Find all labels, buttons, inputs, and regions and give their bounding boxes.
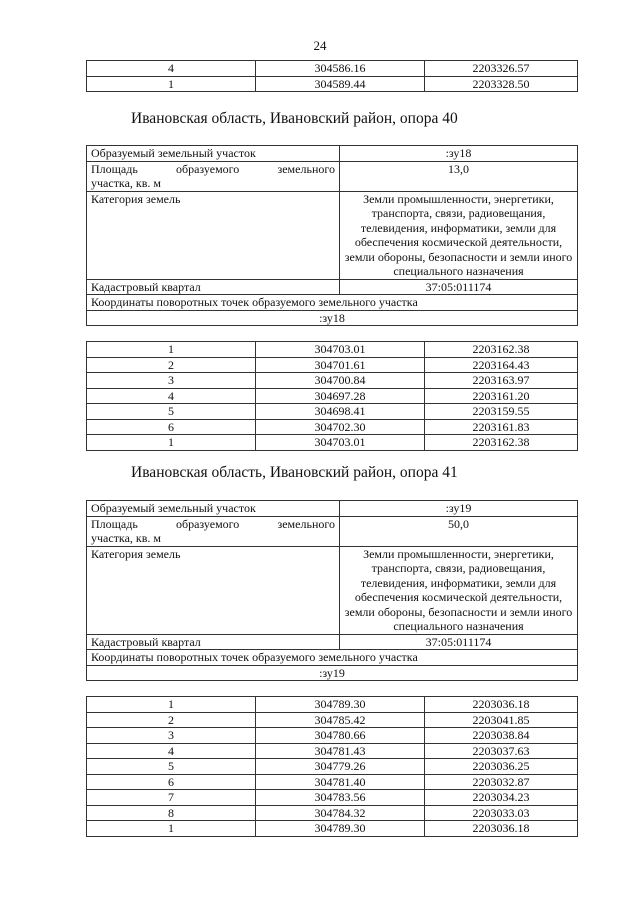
parcel-label: Образуемый земельный участок bbox=[87, 501, 340, 517]
y-coordinate: 2203037.63 bbox=[425, 743, 578, 759]
table-row bbox=[87, 373, 578, 389]
y-coordinate: 2203036.25 bbox=[425, 759, 578, 775]
y-coordinate: 2203326.57 bbox=[425, 61, 578, 77]
point-number: 1 bbox=[87, 76, 256, 92]
area-label bbox=[87, 516, 340, 546]
cadastral-label: Кадастровый квартал bbox=[87, 634, 340, 650]
table-row bbox=[87, 388, 578, 404]
coords-title-row bbox=[87, 295, 578, 311]
point-number: 2 bbox=[87, 357, 256, 373]
table-row bbox=[87, 357, 578, 373]
point-number: 1 bbox=[87, 697, 256, 713]
table-row bbox=[87, 712, 578, 728]
x-coordinate: 304789.30 bbox=[256, 821, 425, 837]
point-number: 4 bbox=[87, 388, 256, 404]
parcel-id-value: :зу19 bbox=[340, 501, 578, 517]
info-row bbox=[87, 191, 578, 279]
point-number: 2 bbox=[87, 712, 256, 728]
info-row bbox=[87, 161, 578, 191]
coordinates-table-continued bbox=[86, 60, 578, 92]
table-row bbox=[87, 805, 578, 821]
cadastral-value: 37:05:011174 bbox=[340, 279, 578, 295]
category-label: Категория земель bbox=[87, 191, 340, 279]
x-coordinate: 304586.16 bbox=[256, 61, 425, 77]
point-number: 5 bbox=[87, 404, 256, 420]
x-coordinate: 304780.66 bbox=[256, 728, 425, 744]
x-coordinate: 304698.41 bbox=[256, 404, 425, 420]
table-row bbox=[87, 697, 578, 713]
y-coordinate: 2203032.87 bbox=[425, 774, 578, 790]
x-coordinate: 304785.42 bbox=[256, 712, 425, 728]
point-number: 4 bbox=[87, 61, 256, 77]
point-number: 3 bbox=[87, 728, 256, 744]
coordinates-table bbox=[86, 696, 578, 837]
parcel-info-table bbox=[86, 500, 578, 681]
y-coordinate: 2203034.23 bbox=[425, 790, 578, 806]
table-row bbox=[87, 435, 578, 451]
area-label-line1: Площадь образуемого земельного bbox=[91, 161, 335, 176]
coords-title: Координаты поворотных точек образуемого земельного участка bbox=[87, 295, 578, 311]
y-coordinate: 2203038.84 bbox=[425, 728, 578, 744]
table-row bbox=[87, 774, 578, 790]
category-value: Земли промышленности, энергетики, транспорта, связи, радиовещания, телевидения, информатики, земли для обеспечения космической деятельности, земли обороны, безопасности и земли иного специального назначения bbox=[340, 546, 578, 634]
point-number: 5 bbox=[87, 759, 256, 775]
area-value: 13,0 bbox=[340, 161, 578, 191]
section-heading: Ивановская область, Ивановский район, опора 41 bbox=[131, 464, 458, 481]
cadastral-label: Кадастровый квартал bbox=[87, 279, 340, 295]
table-row bbox=[87, 743, 578, 759]
x-coordinate: 304781.43 bbox=[256, 743, 425, 759]
y-coordinate: 2203328.50 bbox=[425, 76, 578, 92]
y-coordinate: 2203033.03 bbox=[425, 805, 578, 821]
info-row bbox=[87, 279, 578, 295]
table-row bbox=[87, 728, 578, 744]
x-coordinate: 304697.28 bbox=[256, 388, 425, 404]
category-value: Земли промышленности, энергетики, транспорта, связи, радиовещания, телевидения, информатики, земли для обеспечения космической деятельности, земли обороны, безопасности и земли иного специального назначения bbox=[340, 191, 578, 279]
point-number: 3 bbox=[87, 373, 256, 389]
x-coordinate: 304703.01 bbox=[256, 435, 425, 451]
point-number: 6 bbox=[87, 419, 256, 435]
category-label: Категория земель bbox=[87, 546, 340, 634]
point-number: 8 bbox=[87, 805, 256, 821]
x-coordinate: 304703.01 bbox=[256, 342, 425, 358]
info-row bbox=[87, 546, 578, 634]
x-coordinate: 304781.40 bbox=[256, 774, 425, 790]
coords-title-row bbox=[87, 650, 578, 666]
y-coordinate: 2203163.97 bbox=[425, 373, 578, 389]
point-number: 1 bbox=[87, 821, 256, 837]
area-label bbox=[87, 161, 340, 191]
area-label-line1: Площадь образуемого земельного bbox=[91, 516, 335, 531]
y-coordinate: 2203036.18 bbox=[425, 697, 578, 713]
x-coordinate: 304700.84 bbox=[256, 373, 425, 389]
table-row bbox=[87, 759, 578, 775]
info-row bbox=[87, 146, 578, 162]
table-row bbox=[87, 790, 578, 806]
y-coordinate: 2203041.85 bbox=[425, 712, 578, 728]
coords-parcel-row bbox=[87, 665, 578, 681]
point-number: 7 bbox=[87, 790, 256, 806]
page-number: 24 bbox=[313, 38, 327, 53]
parcel-info-table bbox=[86, 145, 578, 326]
y-coordinate: 2203162.38 bbox=[425, 435, 578, 451]
point-number: 1 bbox=[87, 435, 256, 451]
x-coordinate: 304783.56 bbox=[256, 790, 425, 806]
x-coordinate: 304702.30 bbox=[256, 419, 425, 435]
table-row bbox=[87, 419, 578, 435]
y-coordinate: 2203164.43 bbox=[425, 357, 578, 373]
coords-title: Координаты поворотных точек образуемого земельного участка bbox=[87, 650, 578, 666]
y-coordinate: 2203159.55 bbox=[425, 404, 578, 420]
point-number: 6 bbox=[87, 774, 256, 790]
x-coordinate: 304784.32 bbox=[256, 805, 425, 821]
coords-parcel-id: :зу19 bbox=[87, 665, 578, 681]
section-heading: Ивановская область, Ивановский район, опора 40 bbox=[131, 110, 458, 127]
table-row bbox=[87, 342, 578, 358]
y-coordinate: 2203036.18 bbox=[425, 821, 578, 837]
point-number: 4 bbox=[87, 743, 256, 759]
x-coordinate: 304589.44 bbox=[256, 76, 425, 92]
info-row bbox=[87, 516, 578, 546]
cadastral-value: 37:05:011174 bbox=[340, 634, 578, 650]
point-number: 1 bbox=[87, 342, 256, 358]
parcel-label: Образуемый земельный участок bbox=[87, 146, 340, 162]
table-row bbox=[87, 821, 578, 837]
table-row bbox=[87, 61, 578, 77]
parcel-id-value: :зу18 bbox=[340, 146, 578, 162]
table-row bbox=[87, 404, 578, 420]
info-row bbox=[87, 634, 578, 650]
area-label-line2: участка, кв. м bbox=[91, 531, 161, 545]
x-coordinate: 304779.26 bbox=[256, 759, 425, 775]
x-coordinate: 304701.61 bbox=[256, 357, 425, 373]
info-row bbox=[87, 501, 578, 517]
area-label-line2: участка, кв. м bbox=[91, 176, 161, 190]
y-coordinate: 2203161.20 bbox=[425, 388, 578, 404]
y-coordinate: 2203161.83 bbox=[425, 419, 578, 435]
table-row bbox=[87, 76, 578, 92]
coords-parcel-row bbox=[87, 310, 578, 326]
area-value: 50,0 bbox=[340, 516, 578, 546]
coordinates-table bbox=[86, 341, 578, 451]
x-coordinate: 304789.30 bbox=[256, 697, 425, 713]
coords-parcel-id: :зу18 bbox=[87, 310, 578, 326]
y-coordinate: 2203162.38 bbox=[425, 342, 578, 358]
